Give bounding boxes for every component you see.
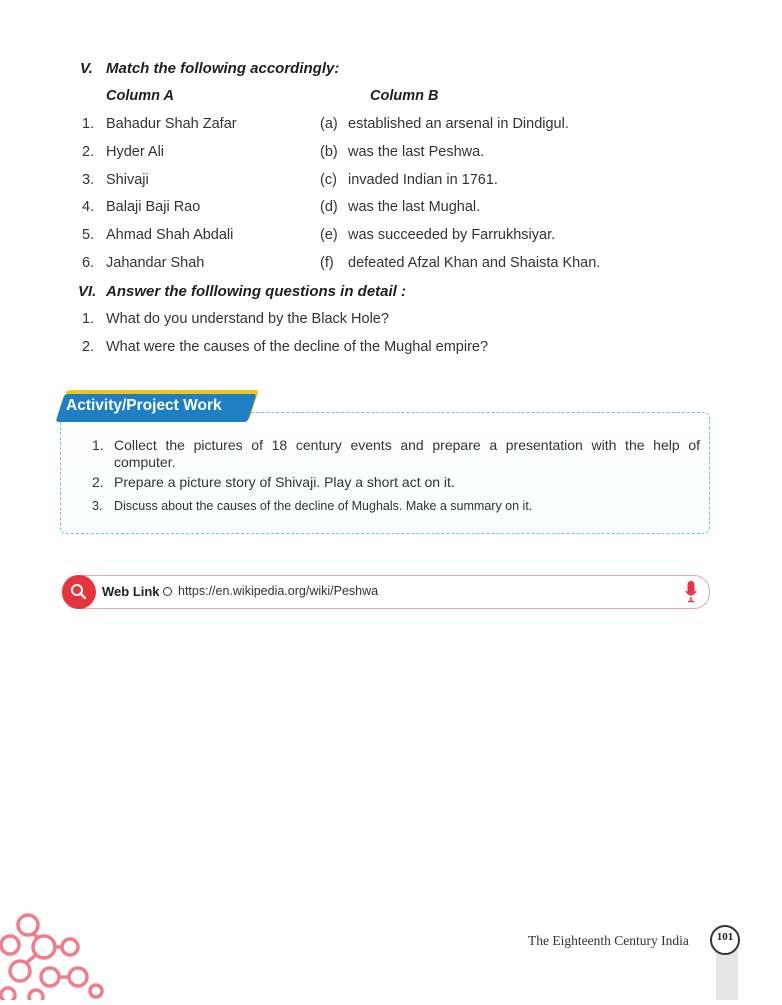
decorative-circles-icon xyxy=(0,905,110,1000)
section-vi-heading xyxy=(78,283,406,300)
row-number: 1. xyxy=(82,116,95,132)
footer-chapter-title: The Eighteenth Century India xyxy=(528,933,689,948)
row-letter: (a) xyxy=(320,116,338,132)
row-number: 4. xyxy=(82,199,95,215)
column-a-cell: Shivaji xyxy=(106,172,149,188)
activity-item-number: 1. xyxy=(92,437,104,453)
row-letter: (e) xyxy=(320,227,338,243)
match-row-b xyxy=(320,116,569,132)
match-row-b xyxy=(320,227,555,243)
column-b-cell: defeated Afzal Khan and Shaista Khan. xyxy=(348,255,601,271)
activity-item xyxy=(92,437,700,471)
column-a-cell: Ahmad Shah Abdali xyxy=(106,227,234,243)
column-a-cell: Hyder Ali xyxy=(106,144,165,160)
question-number: 2. xyxy=(82,339,95,355)
row-letter: (f) xyxy=(320,255,334,271)
match-row-b xyxy=(320,255,600,271)
match-row-a xyxy=(82,116,237,132)
match-row-b xyxy=(320,172,498,188)
row-letter: (b) xyxy=(320,144,338,160)
match-row-a xyxy=(82,144,164,160)
column-b-cell: established an arsenal in Dindigul. xyxy=(348,116,569,132)
column-a-heading: Column A xyxy=(106,88,174,104)
match-row-a xyxy=(82,199,200,215)
question-item xyxy=(82,311,389,327)
activity-item-text: Collect the pictures of 18 century events and prepare a presentation with the help of computer. xyxy=(114,437,700,470)
row-number: 2. xyxy=(82,144,95,160)
question-number: 1. xyxy=(82,311,95,327)
activity-item xyxy=(92,474,700,491)
activity-item-text: Discuss about the causes of the decline of Mughals. Make a summary on it. xyxy=(114,499,533,513)
section-vi-title: Answer the folllowing questions in detail : xyxy=(106,283,407,300)
search-icon[interactable] xyxy=(62,575,96,609)
row-number: 5. xyxy=(82,227,95,243)
bullet-ring-icon xyxy=(163,587,172,596)
row-number: 3. xyxy=(82,172,95,188)
section-v-number: V. xyxy=(80,60,93,77)
page-edge-strip xyxy=(716,950,738,1000)
column-b-cell: invaded Indian in 1761. xyxy=(348,172,498,188)
row-number: 6. xyxy=(82,255,95,271)
match-row-b xyxy=(320,144,484,160)
column-b-heading: Column B xyxy=(370,88,439,104)
activity-item-text: Prepare a picture story of Shivaji. Play a short act on it. xyxy=(114,474,455,490)
question-text: What do you understand by the Black Hole? xyxy=(106,311,389,327)
web-link-label: Web Link xyxy=(102,584,160,599)
column-b-cell: was succeeded by Farrukhsiyar. xyxy=(348,227,556,243)
row-letter: (c) xyxy=(320,172,337,188)
page-number: 101 xyxy=(716,931,734,943)
match-row-a xyxy=(82,172,149,188)
section-v-heading xyxy=(80,60,339,77)
question-text: What were the causes of the decline of the Mughal empire? xyxy=(106,339,489,355)
match-row-b xyxy=(320,199,480,215)
column-b-cell: was the last Mughal. xyxy=(348,199,481,215)
activity-item-number: 2. xyxy=(92,474,104,490)
column-b-cell: was the last Peshwa. xyxy=(348,144,485,160)
match-row-a xyxy=(82,227,233,243)
match-row-a xyxy=(82,255,204,271)
activity-title: Activity/Project Work xyxy=(66,397,222,414)
section-v-title: Match the following accordingly: xyxy=(106,60,340,77)
column-a-cell: Balaji Baji Rao xyxy=(106,199,201,215)
section-vi-number: VI. xyxy=(78,283,97,300)
column-a-cell: Bahadur Shah Zafar xyxy=(106,116,237,132)
activity-item-number: 3. xyxy=(92,499,103,513)
activity-box xyxy=(60,412,710,534)
web-link-url[interactable]: https://en.wikipedia.org/wiki/Peshwa xyxy=(178,584,379,598)
column-a-cell: Jahandar Shah xyxy=(106,255,205,271)
row-letter: (d) xyxy=(320,199,338,215)
question-item xyxy=(82,339,488,355)
microphone-icon[interactable] xyxy=(684,580,698,604)
activity-item xyxy=(92,498,700,515)
